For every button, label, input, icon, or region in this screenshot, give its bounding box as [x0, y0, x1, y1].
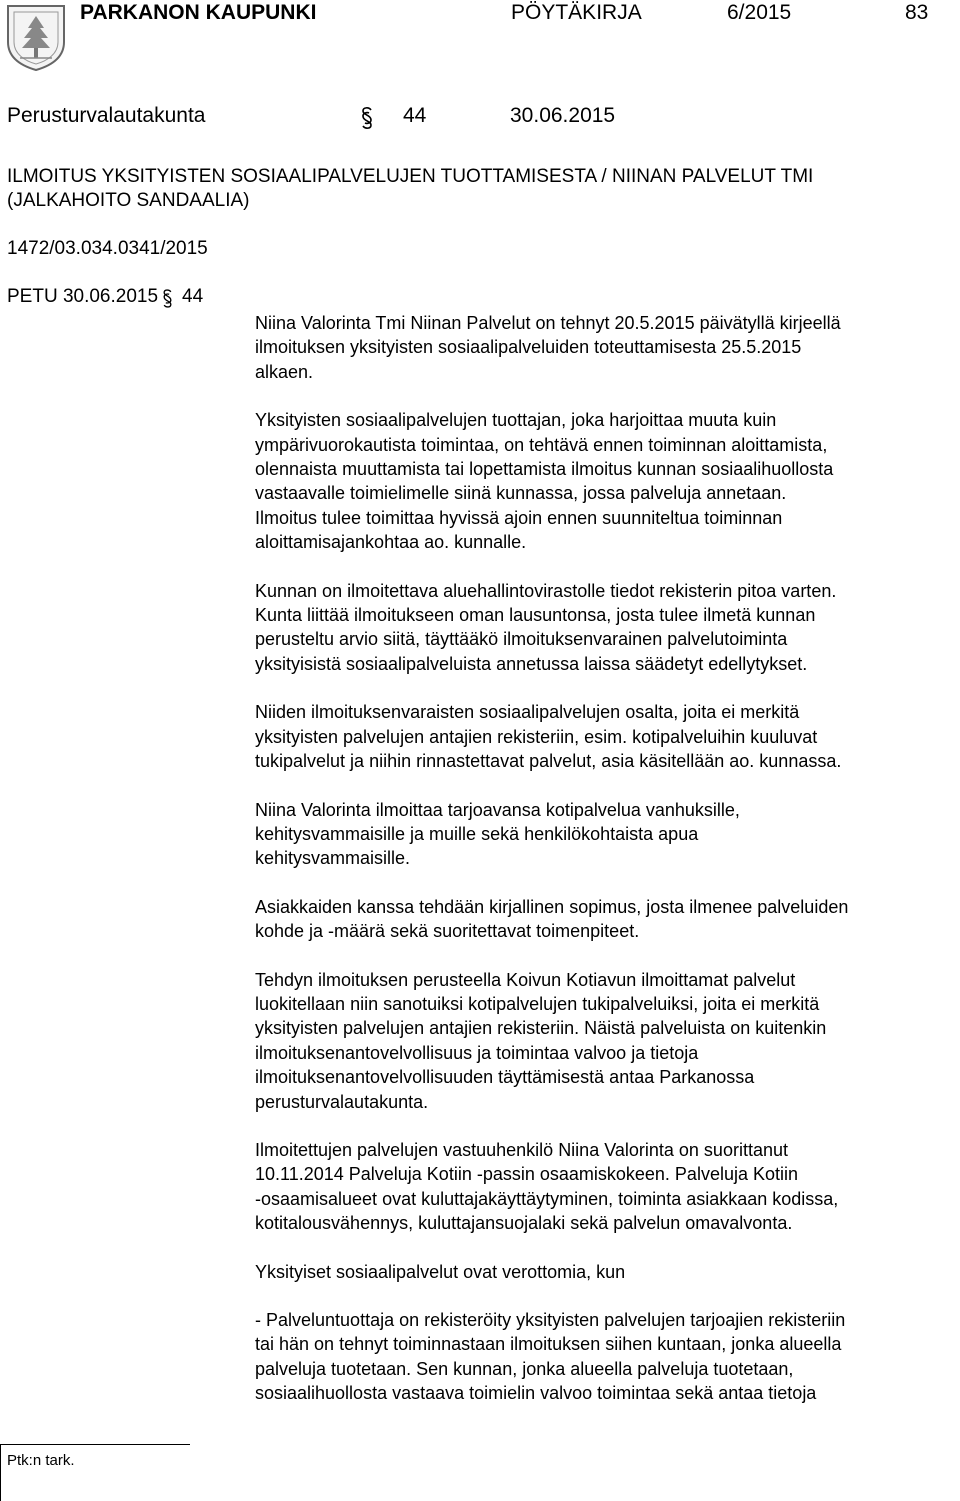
board-name: Perusturvalautakunta — [7, 104, 206, 127]
body-paragraph — [255, 408, 955, 554]
previous-section-number: 44 — [182, 286, 204, 307]
footer-divider-vertical — [0, 1444, 1, 1501]
document-number: 6/2015 — [727, 1, 792, 24]
paragraph-line: perusturvalautakunta. — [255, 1091, 429, 1112]
meeting-date: 30.06.2015 — [510, 104, 616, 127]
organization-name: PARKANON KAUPUNKI — [80, 1, 317, 24]
paragraph-line: 10.11.2014 Palveluja Kotiin -passin osaamiskokeen. Palveluja Kotiin — [255, 1164, 798, 1185]
paragraph-line: Niina Valorinta Tmi Niinan Palvelut on tehnyt 20.5.2015 päivätyllä kirjeellä — [255, 313, 841, 333]
paragraph-line: Kunnan on ilmoitettava aluehallintovirastolle tiedot rekisterin pitoa varten. — [255, 580, 837, 601]
body-paragraph — [255, 798, 955, 871]
paragraph-line: kohde ja -määrä sekä suoritettavat toimenpiteet. — [255, 921, 640, 942]
footer-divider — [0, 1444, 190, 1445]
paragraph-line: - Palveluntuottaja on rekisteröity yksityisten palvelujen tarjoajien rekisteriin — [255, 1310, 846, 1330]
paragraph-line: kotitalousvähennys, kuluttajansuojalaki sekä palvelun omavalvonta. — [255, 1213, 793, 1234]
paragraph-line: olennaista muuttamista tai lopettamista ilmoitus kunnan sosiaalihuollosta — [255, 459, 834, 480]
paragraph-line: Ilmoitus tulee toimittaa hyvissä ajoin ennen suunniteltua toiminnan — [255, 507, 783, 528]
paragraph-line: ilmoituksenantovelvollisuuden täyttämisestä antaa Parkanossa — [255, 1067, 755, 1088]
section-number: 44 — [403, 104, 427, 127]
body-paragraph — [255, 1308, 955, 1406]
body-paragraph — [255, 1260, 955, 1284]
paragraph-line: Niina Valorinta ilmoittaa tarjoavansa kotipalvelua vanhuksille, — [255, 799, 740, 820]
paragraph-line: kehitysvammaisille ja muille sekä henkilökohtaista apua — [255, 823, 699, 844]
item-body — [255, 311, 955, 1406]
body-paragraph — [255, 1138, 955, 1236]
initials-label: Ptk:n tark. — [7, 1452, 75, 1469]
paragraph-line: aloittamisajankohtaa ao. kunnalle. — [255, 532, 527, 553]
body-paragraph — [255, 895, 955, 944]
body-paragraph — [255, 311, 955, 384]
paragraph-line: Tehdyn ilmoituksen perusteella Koivun Kotiavun ilmoittamat palvelut — [255, 969, 796, 990]
paragraph-line: luokitellaan niin sanotuiksi kotipalvelujen tukipalveluiksi, joita ei merkitä — [255, 993, 820, 1014]
coat-of-arms-icon — [4, 2, 68, 72]
paragraph-line: palveluja tuotetaan. Sen kunnan, jonka alueella palveluja tuotetaan, — [255, 1358, 794, 1379]
paragraph-line: ilmoituksenantovelvollisuus ja toimintaa valvoo ja tietoja — [255, 1042, 699, 1063]
paragraph-line: perusteltu arvio siitä, täyttääkö ilmoituksenvarainen palvelutoiminta — [255, 629, 788, 650]
document-type: PÖYTÄKIRJA — [511, 1, 642, 24]
body-paragraph — [255, 700, 955, 773]
paragraph-line: alkaen. — [255, 361, 314, 382]
page-number: 83 — [905, 1, 929, 24]
paragraph-line: Niiden ilmoituksenvaraisten sosiaalipalvelujen osalta, joita ei merkitä — [255, 702, 800, 723]
item-title-line: (JALKAHOITO SANDAALIA) — [7, 190, 250, 211]
paragraph-line: yksityisten palvelujen antajien rekisteriin, esim. kotipalveluihin kuuluvat — [255, 726, 818, 747]
paragraph-line: ympärivuorokautista toimintaa, on tehtävä ennen toiminnan aloittamista, — [255, 434, 828, 455]
paragraph-line: yksityisistä sosiaalipalveluista annetussa laissa säädetyt edellytykset. — [255, 653, 808, 674]
paragraph-line: tai hän on tehnyt toiminnastaan ilmoituksen siihen kuntaan, jonka alueella — [255, 1334, 842, 1355]
body-paragraph — [255, 579, 955, 677]
diary-number: 1472/03.034.0341/2015 — [7, 238, 208, 259]
paragraph-line: Ilmoitettujen palvelujen vastuuhenkilö Niina Valorinta on suorittanut — [255, 1139, 788, 1160]
item-title — [7, 165, 937, 213]
section-sign-icon — [160, 288, 175, 309]
paragraph-line: -osaamisalueet ovat kuluttajakäyttäytyminen, toiminta asiakkaan kodissa, — [255, 1188, 839, 1209]
paragraph-line: yksityisten palvelujen antajien rekisteriin. Näistä palveluista on kuitenkin — [255, 1018, 827, 1039]
paragraph-line: kehitysvammaisille. — [255, 848, 411, 869]
paragraph-line: vastaavalle toimielimelle siinä kunnassa, jossa palveluja annetaan. — [255, 483, 787, 504]
paragraph-line: tukipalvelut ja niihin rinnastettavat palvelut, asia käsitellään ao. kunnassa. — [255, 751, 842, 772]
body-paragraph — [255, 968, 955, 1114]
paragraph-line: Yksityisten sosiaalipalvelujen tuottajan, joka harjoittaa muuta kuin — [255, 410, 777, 431]
paragraph-line: Kunta liittää ilmoitukseen oman lausuntonsa, josta tulee ilmetä kunnan — [255, 605, 816, 626]
paragraph-line: sosiaalihuollosta vastaava toimielin valvoo toimintaa sekä antaa tietoja — [255, 1383, 817, 1404]
item-title-line: ILMOITUS YKSITYISTEN SOSIAALIPALVELUJEN TUOTTAMISESTA / NIINAN PALVELUT TMI — [7, 166, 814, 187]
paragraph-line: Yksityiset sosiaalipalvelut ovat verottomia, kun — [255, 1261, 626, 1282]
section-sign-icon — [358, 106, 376, 130]
paragraph-line: ilmoituksen yksityisten sosiaalipalveluiden toteuttamisesta 25.5.2015 — [255, 337, 802, 358]
paragraph-line: Asiakkaiden kanssa tehdään kirjallinen sopimus, josta ilmenee palveluiden — [255, 896, 849, 917]
previous-handling: PETU 30.06.2015 — [7, 286, 159, 307]
